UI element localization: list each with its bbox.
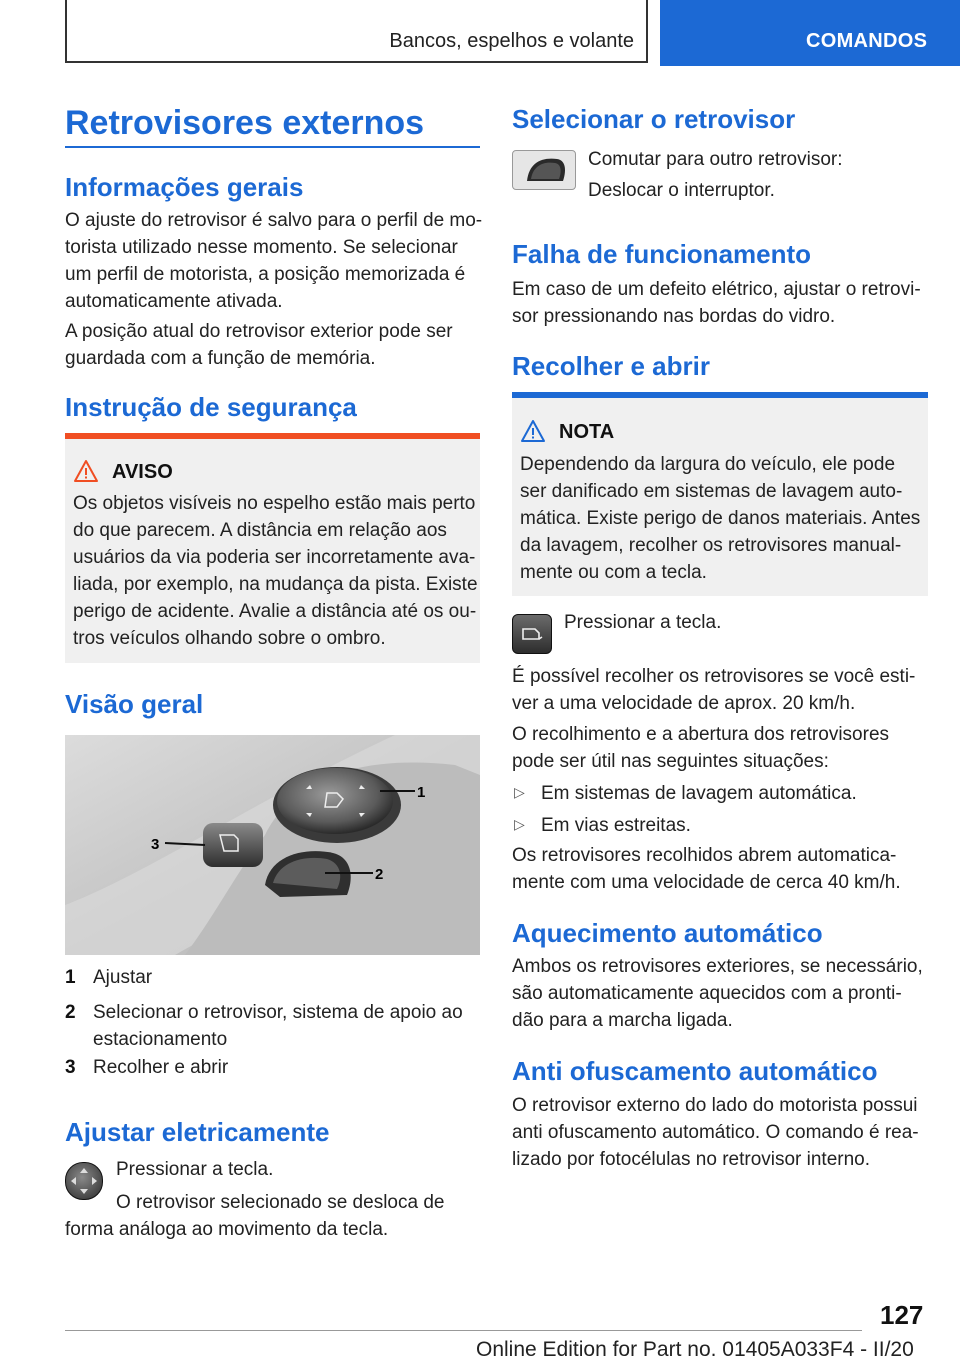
header-section-tab (65, 0, 648, 63)
text-line: do que parecem. A distância em relação aos (73, 520, 447, 541)
legend-num-2: 2 (65, 1002, 76, 1023)
mirror-adjust-button-icon (65, 1162, 103, 1200)
text-line: um perfil de motorista, a posição memorizada é (65, 264, 466, 285)
note-text (520, 451, 925, 586)
heading-select: Selecionar o retrovisor (512, 104, 796, 134)
warning-text (73, 490, 478, 652)
page-number: 127 (880, 1300, 924, 1330)
fold-paragraph-2 (512, 721, 932, 775)
heading-fold: Recolher e abrir (512, 351, 710, 381)
title-divider (65, 146, 480, 148)
text-line: Recolher e abrir (93, 1057, 229, 1078)
callout-1: 1 (417, 784, 426, 801)
header-section-title: Bancos, espelhos e volante (389, 30, 634, 52)
mirror-controls-photo (65, 735, 480, 955)
legend-text-2 (93, 999, 483, 1053)
text-line: É possível recolher os retrovisores se você esti- (512, 666, 916, 687)
heading-failure: Falha de funcionamento (512, 239, 812, 269)
fold-press-text: Pressionar a tecla. (564, 612, 722, 633)
text-line: Os objetos visíveis no espelho estão mais perto (73, 493, 476, 514)
failure-text (512, 276, 932, 330)
legend-num-3: 3 (65, 1057, 76, 1078)
text-line: Selecionar o retrovisor, sistema de apoio ao (93, 1002, 463, 1023)
bullet-triangle-icon: ▷ (514, 816, 525, 832)
heating-text (512, 953, 932, 1034)
text-line: O recolhimento e a abertura dos retrovisores (512, 724, 890, 745)
text-line: mática. Existe perigo de danos materiais. Antes (520, 508, 921, 529)
text-line: usuários da via poderia ser incorretamente ava- (73, 547, 476, 568)
header-chapter-tab (660, 0, 960, 66)
bullet-item-2: Em vias estreitas. (541, 815, 691, 836)
four-way-arrows-icon (66, 1163, 102, 1199)
adjust-line-2: O retrovisor selecionado se desloca de (116, 1192, 445, 1213)
text-line: lizado por fotocélulas no retrovisor interno. (512, 1149, 871, 1170)
text-line: O ajuste do retrovisor é salvo para o perfil de mo- (65, 210, 483, 231)
heading-heating: Aquecimento automático (512, 918, 823, 948)
heading-info: Informações gerais (65, 172, 304, 202)
bullet-triangle-icon: ▷ (514, 784, 525, 800)
note-title: NOTA (559, 421, 615, 443)
text-line: sor pressionando nas bordas do vidro. (512, 306, 836, 327)
heading-adjust: Ajustar eletricamente (65, 1117, 330, 1147)
anti-dazzle-text (512, 1092, 932, 1173)
legend-num-1: 1 (65, 967, 76, 988)
select-line-1: Comutar para outro retrovisor: (588, 149, 843, 170)
caution-triangle-icon (520, 419, 546, 443)
warning-triangle-icon (73, 459, 99, 483)
text-line: da lavagem, recolher os retrovisores manual- (520, 535, 902, 556)
footer-divider (65, 1330, 862, 1331)
text-line: anti ofuscamento automático. O comando é rea- (512, 1122, 919, 1143)
footer-edition: Online Edition for Part no. 01405A033F4 - II/20 (476, 1338, 914, 1361)
text-line: O retrovisor externo do lado do motorista possui (512, 1095, 918, 1116)
mirror-controls-illustration (65, 735, 480, 955)
text-line: mente ou com a tecla. (520, 562, 707, 583)
adjust-line-3: forma análoga ao movimento da tecla. (65, 1219, 389, 1240)
selector-switch-icon (513, 151, 575, 189)
info-paragraph-1 (65, 207, 485, 315)
legend-text-1 (93, 964, 152, 991)
adjust-line-1: Pressionar a tecla. (116, 1159, 274, 1180)
callout-3: 3 (151, 836, 160, 853)
text-line: são automaticamente aquecidos com a pronti- (512, 983, 902, 1004)
text-line: torista utilizado nesse momento. Se selecionar (65, 237, 458, 258)
info-paragraph-2 (65, 318, 485, 372)
header-chapter-title: COMANDOS (806, 30, 928, 52)
fold-mirror-button-icon (512, 614, 552, 654)
text-line: ver a uma velocidade de aprox. 20 km/h. (512, 693, 856, 714)
text-line: automaticamente ativada. (65, 291, 283, 312)
legend-text-3 (93, 1054, 228, 1081)
mirror-select-switch-icon (512, 150, 576, 190)
text-line: Dependendo da largura do veículo, ele pode (520, 454, 896, 475)
text-line: pode ser útil nas seguintes situações: (512, 751, 829, 772)
fold-mirror-icon (513, 615, 551, 653)
text-line: tros veículos olhando sobre o ombro. (73, 628, 386, 649)
heading-overview: Visão geral (65, 689, 204, 719)
text-line: liada, por exemplo, na mudança da pista. Existe (73, 574, 478, 595)
text-line: Os retrovisores recolhidos abrem automatica- (512, 845, 897, 866)
text-line: guardada com a função de memória. (65, 348, 376, 369)
page-title: Retrovisores externos (65, 104, 425, 142)
warning-title: AVISO (112, 461, 173, 483)
text-line: Ajustar (93, 967, 153, 988)
select-line-2: Deslocar o interruptor. (588, 180, 775, 201)
text-line: A posição atual do retrovisor exterior pode ser (65, 321, 453, 342)
heading-safety: Instrução de segurança (65, 392, 357, 422)
fold-paragraph-1 (512, 663, 932, 717)
text-line: Ambos os retrovisores exteriores, se necessário, (512, 956, 923, 977)
text-line: ser danificado em sistemas de lavagem auto- (520, 481, 903, 502)
heading-anti-dazzle: Anti ofuscamento automático (512, 1056, 878, 1086)
bullet-item-1: Em sistemas de lavagem automática. (541, 783, 857, 804)
text-line: dão para a marcha ligada. (512, 1010, 733, 1031)
callout-2: 2 (375, 866, 384, 883)
text-line: mente com uma velocidade de cerca 40 km/h. (512, 872, 901, 893)
text-line: estacionamento (93, 1029, 228, 1050)
text-line: perigo de acidente. Avalie a distância até os ou- (73, 601, 477, 622)
text-line: Em caso de um defeito elétrico, ajustar o retrovi- (512, 279, 921, 300)
fold-paragraph-3 (512, 842, 932, 896)
